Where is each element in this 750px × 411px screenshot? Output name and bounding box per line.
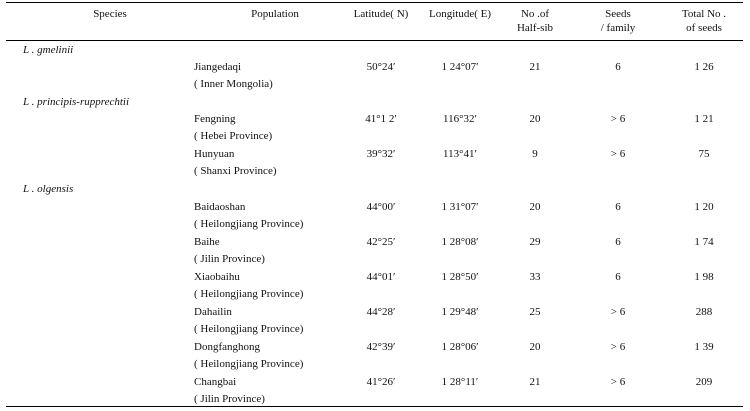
latitude-cell: 42°39′ xyxy=(366,341,396,353)
seeds-per-family-cell: 6 xyxy=(615,61,621,73)
longitude-cell: 116°32′ xyxy=(443,113,477,125)
latitude-cell: 50°24′ xyxy=(366,61,396,73)
header-total-line1: Total No . xyxy=(681,8,727,20)
table-row xyxy=(0,112,750,148)
species-label: L . gmelinii xyxy=(23,44,74,56)
population-name: Fengning xyxy=(194,113,236,125)
header-seeds-line1: Seeds xyxy=(605,8,631,20)
header-half-sib-line1: No .of xyxy=(520,8,550,20)
longitude-cell: 113°41′ xyxy=(443,148,477,160)
header-population: Population xyxy=(251,8,299,20)
latitude-cell: 41°1 2′ xyxy=(365,113,397,125)
table-row xyxy=(0,340,750,376)
table-row xyxy=(0,200,750,236)
longitude-cell: 1 28°06′ xyxy=(441,341,479,353)
total-seeds-cell: 1 98 xyxy=(694,271,714,283)
bottom-rule xyxy=(6,406,743,407)
total-seeds-cell: 288 xyxy=(695,306,713,318)
header-total-seeds xyxy=(668,7,740,35)
longitude-cell: 1 28°08′ xyxy=(441,236,479,248)
total-seeds-cell: 1 39 xyxy=(694,341,714,353)
total-seeds-cell: 1 26 xyxy=(694,61,714,73)
longitude-cell: 1 31°07′ xyxy=(441,201,479,213)
half-sib-cell: 21 xyxy=(529,61,541,73)
half-sib-cell: 20 xyxy=(529,113,541,125)
species-label: L . principis-rupprechtii xyxy=(23,96,130,108)
population-province: ( Heilongjiang Province) xyxy=(194,288,304,300)
longitude-cell: 1 24°07′ xyxy=(441,61,479,73)
table-row xyxy=(0,147,750,183)
population-province: ( Heilongjiang Province) xyxy=(194,218,304,230)
population-province: ( Jilin Province) xyxy=(194,253,265,265)
table-row xyxy=(0,305,750,341)
latitude-cell: 41°26′ xyxy=(366,376,396,388)
header-half-sib-line2: Half-sib xyxy=(516,22,554,34)
header-species: Species xyxy=(93,8,127,20)
seeds-per-family-cell: > 6 xyxy=(610,376,626,388)
header-rule xyxy=(6,40,743,41)
latitude-cell: 44°01′ xyxy=(366,271,396,283)
population-province: ( Heilongjiang Province) xyxy=(194,323,304,335)
population-name: Changbai xyxy=(194,376,237,388)
half-sib-cell: 9 xyxy=(532,148,538,160)
seeds-per-family-cell: > 6 xyxy=(610,113,626,125)
total-seeds-cell: 1 20 xyxy=(694,201,714,213)
half-sib-cell: 20 xyxy=(529,201,541,213)
population-name: Baidaoshan xyxy=(194,201,246,213)
total-seeds-cell: 209 xyxy=(695,376,713,388)
population-province: ( Hebei Province) xyxy=(194,130,273,142)
seeds-per-family-cell: > 6 xyxy=(610,341,626,353)
population-name: Dahailin xyxy=(194,306,232,318)
header-half-sib xyxy=(500,7,570,35)
total-seeds-cell: 75 xyxy=(698,148,710,160)
half-sib-cell: 25 xyxy=(529,306,541,318)
population-name: Dongfanghong xyxy=(194,341,260,353)
population-province: ( Heilongjiang Province) xyxy=(194,358,304,370)
seeds-per-family-cell: 6 xyxy=(615,201,621,213)
population-name: Xiaobaihu xyxy=(194,271,240,283)
half-sib-cell: 20 xyxy=(529,341,541,353)
header-longitude: Longitude( E) xyxy=(428,8,491,20)
seeds-per-family-cell: > 6 xyxy=(610,306,626,318)
header-seeds-per-family xyxy=(578,7,658,35)
top-rule xyxy=(6,2,743,3)
population-name: Baihe xyxy=(194,236,220,248)
seeds-per-family-cell: 6 xyxy=(615,236,621,248)
half-sib-cell: 21 xyxy=(529,376,541,388)
table-row xyxy=(0,235,750,271)
header-total-line2: of seeds xyxy=(686,22,722,34)
longitude-cell: 1 29°48′ xyxy=(441,306,479,318)
table-row xyxy=(0,60,750,96)
half-sib-cell: 33 xyxy=(529,271,541,283)
population-province: ( Jilin Province) xyxy=(194,393,265,405)
population-name: Jiangedaqi xyxy=(194,61,242,73)
longitude-cell: 1 28°11′ xyxy=(441,376,479,388)
total-seeds-cell: 1 21 xyxy=(694,113,714,125)
header-latitude: Latitude( N) xyxy=(353,8,409,20)
latitude-cell: 44°28′ xyxy=(366,306,396,318)
total-seeds-cell: 1 74 xyxy=(694,236,714,248)
population-province: ( Inner Mongolia) xyxy=(194,78,273,90)
table-row xyxy=(0,270,750,306)
half-sib-cell: 29 xyxy=(529,236,541,248)
population-province: ( Shanxi Province) xyxy=(194,165,277,177)
longitude-cell: 1 28°50′ xyxy=(441,271,479,283)
seeds-per-family-cell: 6 xyxy=(615,271,621,283)
population-name: Hunyuan xyxy=(194,148,235,160)
species-label: L . olgensis xyxy=(23,183,74,195)
seeds-per-family-cell: > 6 xyxy=(610,148,626,160)
latitude-cell: 39°32′ xyxy=(366,148,396,160)
latitude-cell: 42°25′ xyxy=(366,236,396,248)
latitude-cell: 44°00′ xyxy=(366,201,396,213)
header-seeds-line2: / family xyxy=(600,22,636,34)
